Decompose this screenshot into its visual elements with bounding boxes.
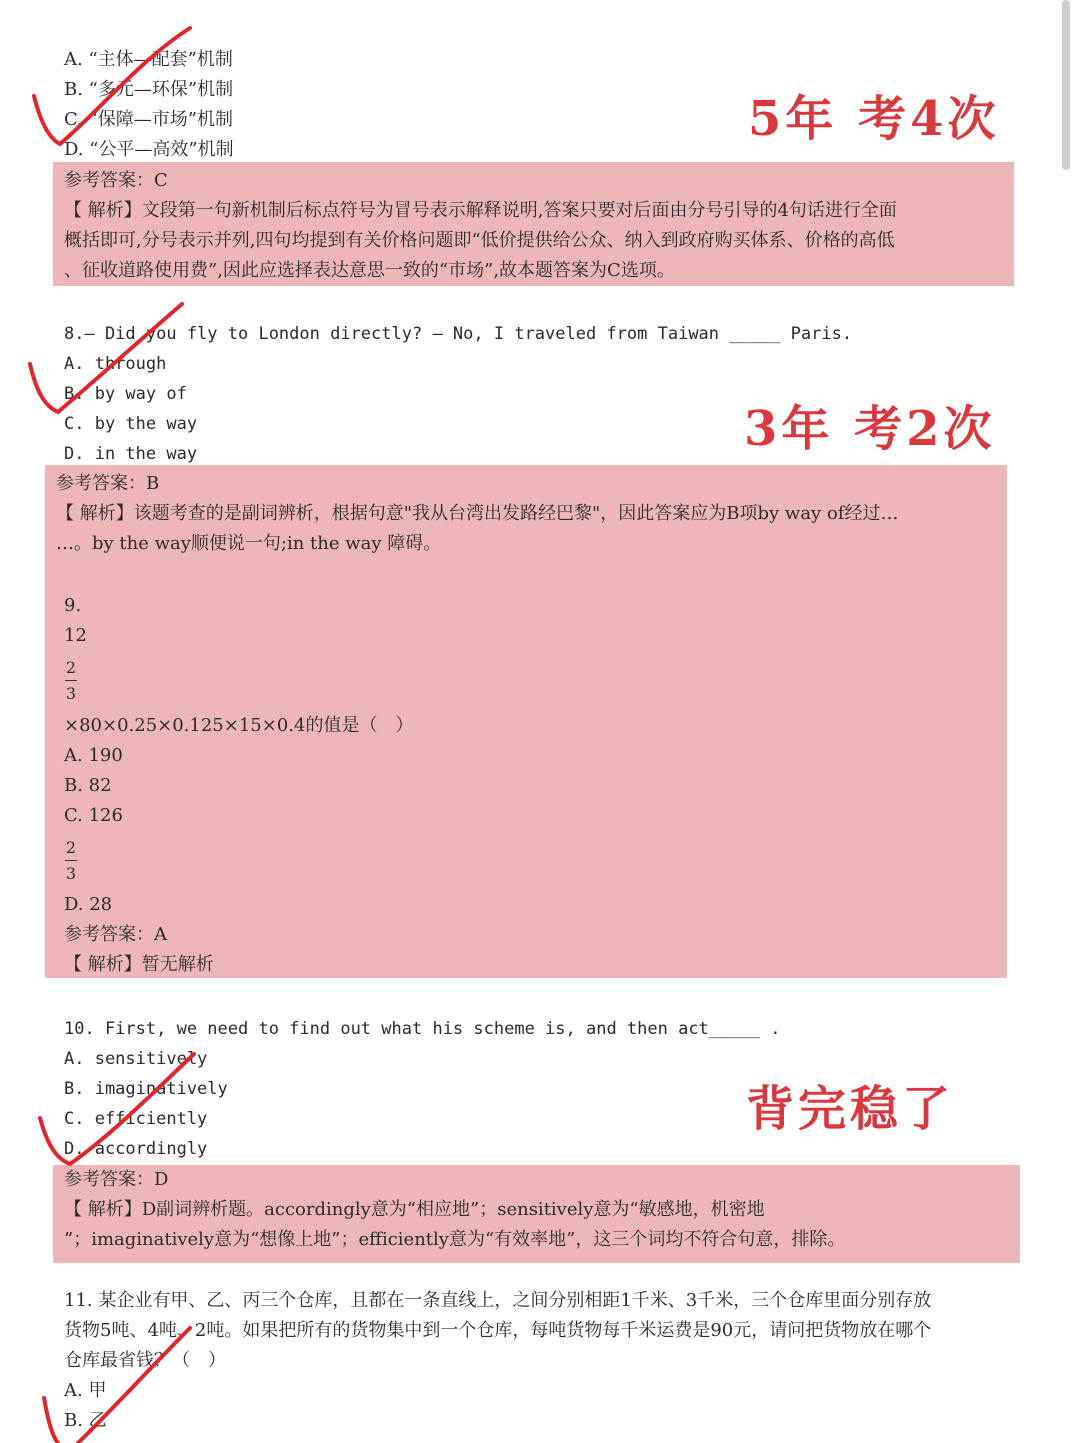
- q7-check-icon: [34, 28, 190, 144]
- q9-fraction-numerator: 2: [65, 658, 77, 677]
- q9-option-a[interactable]: A. 190: [64, 745, 123, 766]
- q11-question-line-1: 11. 某企业有甲、乙、丙三个仓库，且都在一条直线上，之间分别相距1千米、3千米，三个仓库里面分别存放: [64, 1290, 932, 1311]
- q7-answer: 参考答案：C: [64, 170, 168, 191]
- q9-whole-number: 12: [64, 625, 87, 646]
- q8-frequency-stamp: 3年 考2次: [744, 401, 996, 457]
- q8-option-c[interactable]: C. by the way: [64, 414, 198, 434]
- q10-analysis-line-1: 【 解析】D副词辨析题。accordingly意为“相应地”；sensitively意为“敏感地，机密地: [64, 1199, 765, 1220]
- q10-option-c[interactable]: C. efficiently: [64, 1109, 208, 1129]
- q9-option-b[interactable]: B. 82: [64, 775, 112, 796]
- q10-option-d[interactable]: D. accordingly: [64, 1139, 208, 1159]
- q7-option-d[interactable]: D. “公平—高效”机制: [64, 139, 234, 160]
- q9-option-d[interactable]: D. 28: [64, 894, 113, 915]
- q11-option-a[interactable]: A. 甲: [64, 1380, 107, 1401]
- q8-analysis-line-1: 【 解析】该题考查的是副词辨析，根据句意"我从台湾出发路经巴黎"，因此答案应为B项by way of经过…: [56, 503, 899, 524]
- q9-option-c-fraction-denominator: 3: [65, 864, 77, 883]
- q11-question-line-2: 货物5吨、4吨、2吨。如果把所有的货物集中到一个仓库，每吨货物每千米运费是90元，请问把货物放在哪个: [64, 1320, 932, 1341]
- q7-option-c[interactable]: C. “保障—市场”机制: [64, 109, 233, 130]
- q8-option-b[interactable]: B. by way of: [64, 384, 187, 404]
- q10-option-b[interactable]: B. imaginatively: [64, 1079, 228, 1099]
- q9-option-c-fraction-numerator: 2: [65, 838, 77, 857]
- q10-answer: 参考答案：D: [64, 1169, 169, 1190]
- q8-option-d[interactable]: D. in the way: [64, 444, 198, 464]
- q10-stamp: 背完稳了: [746, 1081, 955, 1137]
- q10-analysis-line-2: ”；imaginatively意为“想像上地”；efficiently意为“有效率地”，这三个词均不符合句意，排除。: [64, 1229, 846, 1250]
- q10-option-a[interactable]: A. sensitively: [64, 1049, 208, 1069]
- q11-check-icon: [44, 1328, 190, 1443]
- q10-question: 10. First, we need to find out what his scheme is, and then act_____ .: [64, 1019, 781, 1039]
- q9-answer: 参考答案：A: [64, 924, 167, 945]
- q7-analysis-line-2: 概括即可,分号表示并列,四句均提到有关价格问题即“低价提供给公众、纳入到政府购买体系、价格的高低: [64, 230, 895, 251]
- q7-analysis-line-3: 、征收道路使用费”,因此应选择表达意思一致的“市场”,故本题答案为C选项。: [64, 260, 675, 281]
- q7-option-a[interactable]: A. “主体—配套”机制: [64, 49, 233, 70]
- q9-analysis: 【 解析】暂无解析: [64, 954, 214, 975]
- q8-option-a[interactable]: A. through: [64, 354, 167, 374]
- q11-question-line-3: 仓库最省钱？（ ）: [64, 1350, 226, 1371]
- scrollbar[interactable]: [1062, 0, 1070, 170]
- q8-answer: 参考答案：B: [56, 473, 160, 494]
- q7-analysis-line-1: 【 解析】文段第一句新机制后标点符号为冒号表示解释说明,答案只要对后面由分号引导的4句话进行全面: [64, 200, 897, 221]
- q9-question: ×80×0.25×0.125×15×0.4的值是（ ）: [64, 715, 414, 736]
- q8-question: 8.— Did you fly to London directly? — No, I traveled from Taiwan _____ Paris.: [64, 324, 853, 344]
- q9-number: 9.: [64, 595, 82, 616]
- q8-analysis-line-2: …。by the way顺便说一句;in the way 障碍。: [56, 533, 442, 554]
- q11-option-b[interactable]: B. 乙: [64, 1410, 107, 1431]
- q8-check-icon: [30, 304, 182, 412]
- q9-option-c[interactable]: C. 126: [64, 805, 123, 826]
- q10-check-icon: [40, 1054, 194, 1164]
- q9-fraction-denominator: 3: [65, 684, 77, 703]
- q7-option-b[interactable]: B. “多元—环保”机制: [64, 79, 234, 100]
- q7-frequency-stamp: 5年 考4次: [748, 91, 1000, 147]
